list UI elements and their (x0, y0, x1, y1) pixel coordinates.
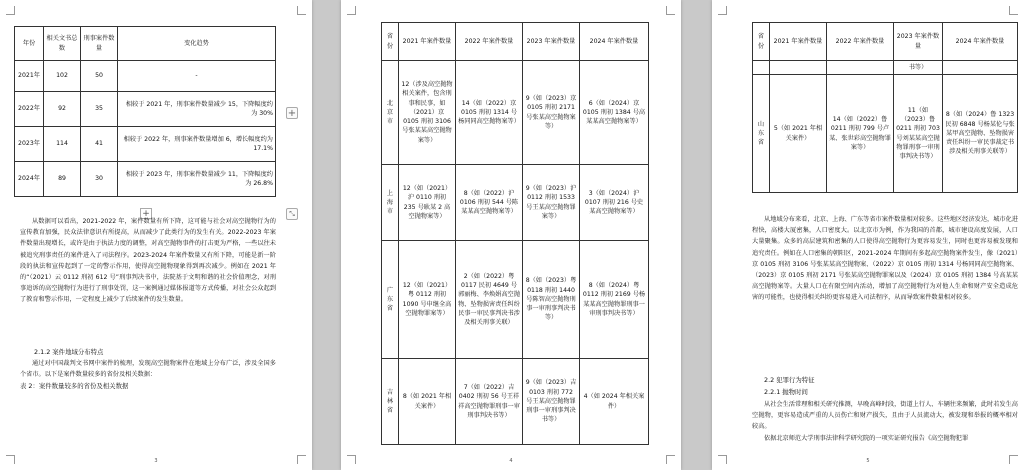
table-header: 年份 (15, 27, 44, 61)
table-cell: 8（如 2021 年相关案件） (399, 359, 456, 445)
table-cell: 5（如 2021 年相关案件） (770, 75, 827, 193)
table-cell: 6（如（2024）京 0105 刑初 1384 号高某某高空抛物案等） (580, 61, 649, 165)
table-row (382, 241, 649, 359)
table-cell: 8（如（2022）沪 0106 刑初 544 号陈某某高空抛物案等） (456, 165, 523, 241)
table-cell: 9（如（2023）沪 0112 刑初 1533 号王某高空抛物罪案等） (523, 165, 580, 241)
time-paragraph: 从社会生活常理和相关研究推测，早晚高峰时段，街道上行人、车辆往来频繁，此时若发生高空抛物，更容易造成严重的人员伤亡和财产损失，且由于人员流动大，被发现和举报的概率相对较高。 (752, 401, 1018, 431)
table-cell: 7（如（2022）吉 0402 刑初 56 号王祥祥高空抛物罪刑事一审刑事判决书等） (456, 359, 523, 445)
yearly-case-table (14, 26, 276, 197)
document-page-4 (341, 0, 681, 470)
table-header: 2023 年案件数量 (523, 23, 580, 61)
table-header: 省份 (753, 23, 770, 61)
province-case-table (381, 22, 649, 445)
crop-mark (666, 6, 675, 15)
table-caption: 表 2：案件数量较多的省份及相关数据 (20, 382, 129, 390)
section-heading: 2.2 犯罪行为特征 (764, 376, 815, 384)
research-paragraph: 依据北京师范大学刑事法律科学研究院的一项实证研究报告《高空抛物犯罪 (764, 435, 969, 442)
table-add-row-button[interactable]: + (140, 208, 152, 219)
crop-mark (718, 6, 727, 15)
page-number: 4 (509, 458, 513, 464)
table-row (15, 127, 276, 162)
table-cell: 12（如（2021）粤 0112 刑初 1090 号申继全高空抛物罪案等） (399, 241, 456, 359)
crop-mark (297, 6, 306, 15)
table-header: 2021 年案件数量 (770, 23, 827, 61)
table-cell: 14（如（2022）京 0105 刑初 1314 号杨同同高空抛物案等） (456, 61, 523, 165)
table-row (382, 61, 649, 165)
table-row (15, 61, 276, 92)
document-page-3 (0, 0, 312, 470)
subsection-heading: 2.2.1 抛物时间 (764, 388, 808, 396)
table-header: 变化趋势 (118, 27, 276, 61)
table-cell: 9（如（2023）京 0105 刑初 2171 号张某高空抛物案等） (523, 61, 580, 165)
table-cell: 14（如（2022）鲁 0211 刑初 799 号卢某、张世彩高空抛物罪案等） (827, 75, 894, 193)
table-cell: 35 (81, 92, 118, 127)
table-cell: 相较于 2023 年，刑事案件数量减少 11，下降幅度约为 26.8% (118, 162, 276, 197)
table-cell: 2021年 (15, 61, 44, 92)
table-row (15, 92, 276, 127)
table-header: 相关文书总数 (44, 27, 81, 61)
crop-mark (347, 6, 356, 15)
table-cell (943, 61, 1018, 75)
table-header: 省份 (382, 23, 399, 61)
province-case-table-continued (752, 22, 1018, 193)
table-row (15, 162, 276, 197)
table-cell: - (118, 61, 276, 92)
table-header: 2024 年案件数量 (580, 23, 649, 61)
table-row (753, 61, 1018, 75)
table-header: 2024 年案件数量 (943, 23, 1018, 61)
add-table-row-plus-icon[interactable]: + (287, 108, 297, 119)
table-cell (827, 61, 894, 75)
crop-mark (1009, 6, 1018, 15)
table-cell: 广东省 (382, 241, 399, 359)
table-cell: 9（如（2023）吉 0103 刑初 772 号王某高空抛物罪刑事一审刑事判决书等） (523, 359, 580, 445)
table-cell (753, 61, 770, 75)
table-row (382, 359, 649, 445)
table-cell: 2（如（2022）粤 0117 民初 4649 号郭丽梅、李焕娟高空抛物、坠物损害责任纠纷民事一审民事判决书涉及相关刑事关联） (456, 241, 523, 359)
table-header: 2023 年案件数量 (894, 23, 943, 61)
table-cell: 12（涉及高空抛物相关案件，包含刑事和民事，如（2021）京 0105 刑初 3106 号张某某高空抛物案等） (399, 61, 456, 165)
table-cell: 吉林省 (382, 359, 399, 445)
table-row (753, 75, 1018, 193)
table-cell: 102 (44, 61, 81, 92)
table-header: 刑事案件数量 (81, 27, 118, 61)
table-cell: 8（如（2023）粤 0118 刑初 1440 号陈智高空抛物刑事一审刑事判决书等） (523, 241, 580, 359)
table-cell: 92 (44, 92, 81, 127)
region-paragraph: 通过对中国裁判文书网中案件的梳理，发现高空抛物案件在地域上分布广泛，涉及全国多个省市。以下是案件数量较多的省份及相关数据： (20, 360, 276, 379)
table-header: 2021 年案件数量 (399, 23, 456, 61)
table-cell: 相较于 2021 年，刑事案件数量减少 15，下降幅度约为 30% (118, 92, 276, 127)
table-cell: 2023年 (15, 127, 44, 162)
table-cell: 北京市 (382, 61, 399, 165)
table-header: 2022 年案件数量 (827, 23, 894, 61)
table-cell: 30 (81, 162, 118, 197)
table-cell: 3（如（2024）沪 0107 刑初 216 号史某高空抛物案等） (580, 165, 649, 241)
page-number: 5 (866, 458, 870, 464)
page-number: 3 (154, 458, 158, 464)
table-cell: 12（如（2021）沪 0110 刑初 235 号耿某 2 高空抛物案等） (399, 165, 456, 241)
table-cell: 11（如（2023）鲁 0211 刑初 703 号刘某某高空抛物罪刑事一审刑事判决书等） (894, 75, 943, 193)
table-cell: 114 (44, 127, 81, 162)
resize-handle-icon[interactable]: ⤡ (286, 208, 298, 220)
table-cell: 50 (81, 61, 118, 92)
table-cell: 2022年 (15, 92, 44, 127)
table-cell: 8（如（2024）鲁 1323 民初 6848 号杨某伦与张某甲高空抛物、坠物损害责任纠纷一审民事裁定书涉及相关刑事关联等） (943, 75, 1018, 193)
crop-mark (6, 6, 15, 15)
table-row (382, 165, 649, 241)
table-cell: 4（如 2024 年相关案件） (580, 359, 649, 445)
table-cell (770, 61, 827, 75)
table-cell: 41 (81, 127, 118, 162)
table-cell: 2024年 (15, 162, 44, 197)
document-page-5 (712, 0, 1024, 470)
table-header: 2022 年案件数量 (456, 23, 523, 61)
table-cell: 89 (44, 162, 81, 197)
table-cell: 上海市 (382, 165, 399, 241)
table-cell: 山东省 (753, 75, 770, 193)
table-cell: 8（如（2024）粤 0112 刑初 2169 号杨某某高空抛物罪刑事一审刑事判决书等） (580, 241, 649, 359)
table-cell: 书等） (894, 61, 943, 75)
analysis-paragraph: 从数据可以看出，2021-2022 年，案件数量有所下降，这可能与社会对高空抛物行为的宣传教育加强，民众法律意识有所提高，从而减少了此类行为的发生有关。2022-2023 年案件数量出现增长，或许是由于执法力度的调整，对高空抛物事件的打击更为严格，一些以往未被追究刑事责任的案件进入了司法程序。2023-2024 年案件数量又有所下降，可能是新一阶段的执法和宣传起到了一定的警示作用，使得高空抛物现象得到再次减少。例如在 2021 年的“（2021）云 0112 刑初 612 号”刑事判决书中，法院基于文明和谐的社会价值理念，对刑事追诉的高空抛物行为进行了刑事处罚，这一案例通过媒体报道等方式传播，对社会公众起到了教育和警示作用，一定程度上减少了后续案件的发生数量。 (20, 218, 276, 304)
regional-analysis-paragraph: 从地域分布来看，北京、上海、广东等省市案件数量相对较多。这些地区经济发达，城市化进程快，高楼大厦密集，人口密度大。以北京市为例，作为我国的首都，城市建设高度发展，人口大量聚集。众多的高层建筑和密集的人口使得高空抛物行为更容易发生，同时也更容易被发现和追究责任。例如在人口密集的朝阳区，2021-2024 年期间有多起高空抛物案件发生，像（2021）京 0105 刑初 3106 号张某某高空抛物案、（2022）京 0105 刑初 1314 号杨同同高空抛物案、（2023）京 0105 刑初 2171 号张某高空抛物罪案以及（2024）京 0105 刑初 1384 号高某某高空抛物案等。大量人口在有限空间内活动，增加了高空抛物行为对他人生命和财产安全造成危害的可能性，也使得相关纠纷更容易进入司法程序，从而导致案件数量相对较多。 (752, 216, 1018, 302)
section-heading: 2.1.2 案件地域分布特点 (34, 348, 104, 356)
table-cell: 相较于 2022 年，刑事案件数量增加 6，增长幅度约为 17.1% (118, 127, 276, 162)
